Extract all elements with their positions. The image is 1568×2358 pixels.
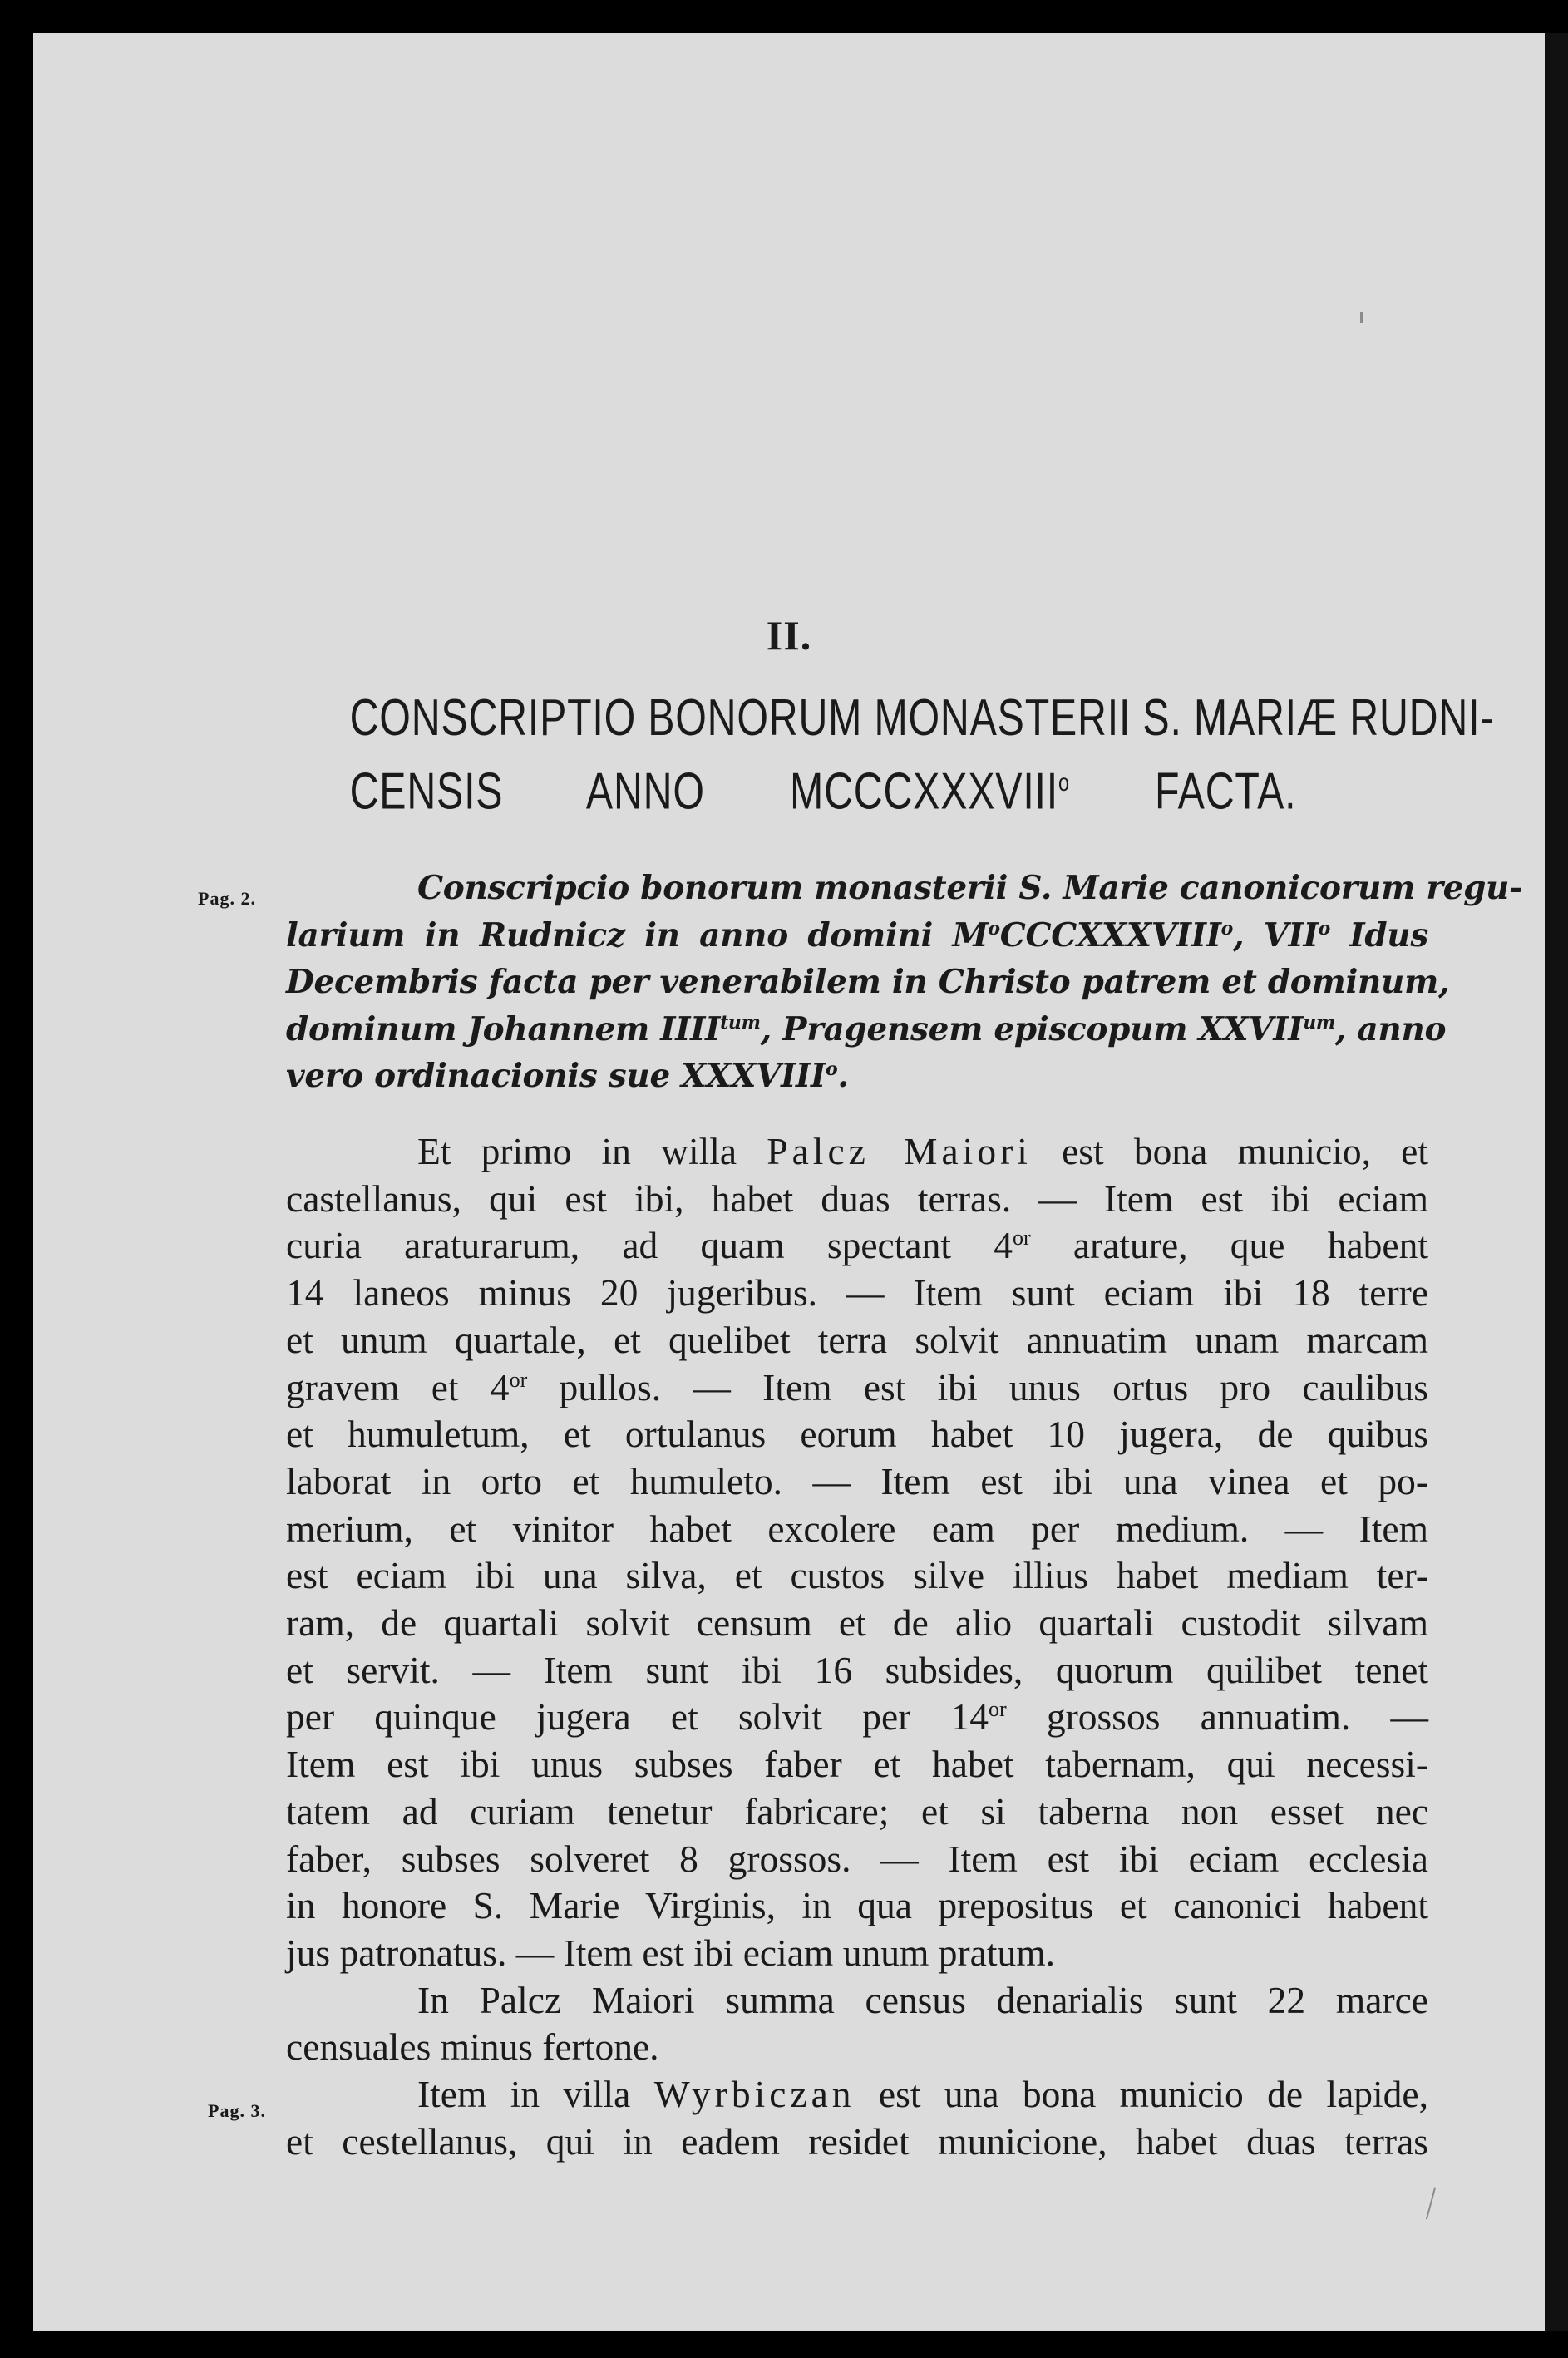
intro-line: Conscripcio bonorum monasterii S. Marie canonicorum regu- (417, 869, 1522, 907)
body-line: ram, de quartali solvit censum et de alio quartali custodit silvam (286, 1601, 1428, 1645)
title-line-2: CENSIS ANNO MCCCXXXVIII$^o$ FACTA. (349, 762, 1297, 821)
body-line: gravem et $4^{or}$ pullos. — Item est ibi unus ortus pro caulibus (286, 1365, 1428, 1408)
intro-line: larium in Rudnicz in anno domini $M^oCCCXXXVIII^o$, VII$^o$ Idus (286, 915, 1429, 955)
body-line: 14 laneos minus 20 jugeribus. — Item sunt eciam ibi 18 terre (286, 1271, 1428, 1315)
place-name: Wyrbiczan (653, 2073, 855, 2116)
body-line: curia araturarum, ad quam spectant $4^{or}$ arature, que habent (286, 1224, 1428, 1267)
body-line: jus patronatus. — Item est ibi eciam unum pratum. (286, 1931, 1055, 1974)
body-line: censuales minus fertone. (286, 2025, 659, 2069)
body-line: faber, subses solveret 8 grossos. — Item est ibi eciam ecclesia (286, 1837, 1428, 1880)
title-line-1: CONSCRIPTIO BONORUM MONASTERII S. MARIÆ RUDNI- (349, 689, 1495, 747)
body-line: Item est ibi unus subses faber et habet tabernam, qui necessi- (286, 1743, 1428, 1786)
document-title (349, 686, 1495, 825)
body-line: tatem ad curiam tenetur fabricare; et si taberna non esset nec (286, 1789, 1428, 1833)
section-numeral: II. (766, 612, 812, 659)
body-line: merium, et vinitor habet excolere eam per medium. — Item (286, 1507, 1428, 1550)
scan-speck (1426, 2187, 1436, 2219)
scan-speck (1360, 312, 1363, 323)
document-page (33, 33, 1545, 2331)
page-marker-2: Pag. 2. (198, 888, 256, 909)
body-line: castellanus, qui est ibi, habet duas terras. — Item est ibi eciam (286, 1177, 1428, 1220)
body-line: laborat in orto et humuleto. — Item est ibi una vinea et po- (286, 1459, 1428, 1502)
intro-paragraph (286, 865, 1522, 1100)
body-line: per quinque jugera et solvit per $14^{or}$ grossos annuatim. — (286, 1695, 1428, 1739)
body-line: et humuletum, et ortulanus eorum habet 10 jugera, de quibus (286, 1413, 1428, 1456)
body-line: et cestellanus, qui in eadem residet municione, habet duas terras (286, 2119, 1428, 2163)
body-line: Et primo in willa Palcz Maiori est bona municio, et (417, 1130, 1428, 1172)
body-text (286, 1128, 1428, 2165)
body-line: et unum quartale, et quelibet terra solvit annuatim unam marcam (286, 1318, 1428, 1361)
place-name: Palcz Maiori (767, 1130, 1032, 1172)
body-line: est eciam ibi una silva, et custos silve illius habet mediam ter- (286, 1554, 1428, 1597)
scan-edge (1545, 33, 1568, 2331)
body-line: et servit. — Item sunt ibi 16 subsides, quorum quilibet tenet (286, 1648, 1428, 1691)
body-line: in honore S. Marie Virginis, in qua prepositus et canonici habent (286, 1884, 1428, 1927)
body-line: In Palcz Maiori summa census denarialis sunt 22 marce (417, 1978, 1428, 2021)
body-line: Item in villa Wyrbiczan est una bona municio de lapide, (417, 2073, 1429, 2116)
intro-line: dominum Johannem $IIII^{tum}$, Pragensem episcopum $XXVII^{um}$, anno (286, 1009, 1447, 1048)
page-marker-3: Pag. 3. (208, 2100, 266, 2121)
intro-line: vero ordinacionis sue XXXVIII$^o$. (286, 1057, 849, 1095)
intro-line: Decembris facta per venerabilem in Christo patrem et dominum, (286, 963, 1450, 1001)
